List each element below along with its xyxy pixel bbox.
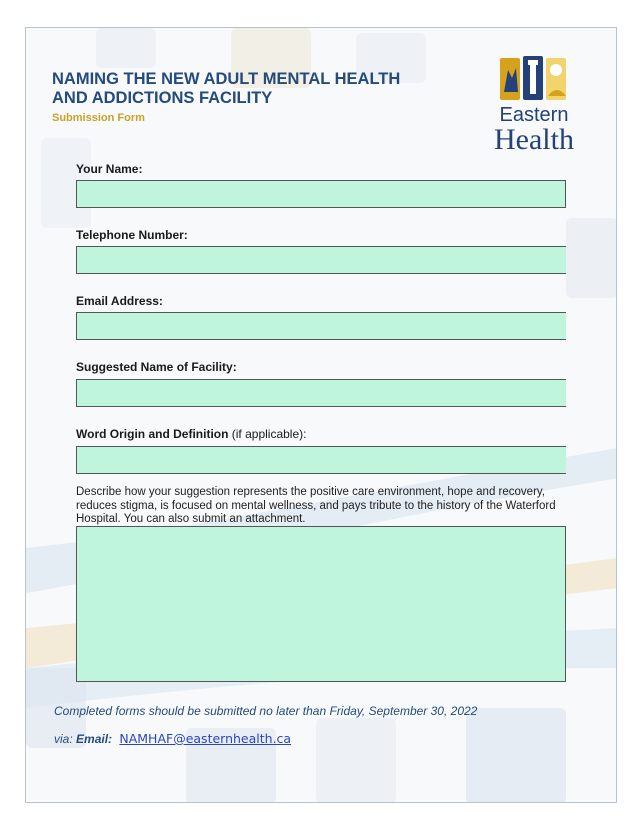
logo-health-text: Health: [494, 123, 574, 156]
telephone-input[interactable]: [76, 246, 566, 274]
description-prompt: Describe how your suggestion represents the positive care environment, hope and recovery, reduces stigma, is focused on mental wellness, and pays tribute to the history of the Waterford Hospital. You can also submit an attachment.: [76, 486, 556, 525]
word-origin-input[interactable]: [76, 446, 566, 474]
facility-name-input[interactable]: [76, 379, 566, 407]
form-page: [25, 27, 617, 803]
page-title: [52, 70, 400, 108]
word-origin-label: [76, 427, 306, 441]
facility-name-label: Suggested Name of Facility:: [76, 360, 237, 374]
subtitle: Submission Form: [52, 112, 145, 124]
email-address-label: Email Address:: [76, 294, 163, 308]
description-textarea[interactable]: [76, 526, 566, 682]
logo-eastern-text: Eastern: [499, 104, 569, 126]
your-name-input[interactable]: [76, 180, 566, 208]
word-origin-label-text: Word Origin and Definition: [76, 427, 229, 441]
via-email-label: Email:: [76, 732, 113, 746]
your-name-label: Your Name:: [76, 162, 143, 176]
title-line-1: NAMING THE NEW ADULT MENTAL HEALTH: [52, 70, 401, 88]
email-address-input[interactable]: [76, 312, 566, 340]
telephone-label: Telephone Number:: [76, 228, 188, 242]
word-origin-note: (if applicable):: [228, 427, 307, 441]
email-link[interactable]: NAMHAF@easternhealth.ca: [119, 731, 292, 746]
eastern-health-logo: [478, 52, 590, 156]
via-prefix: via:: [54, 732, 77, 746]
title-line-2: AND ADDICTIONS FACILITY: [52, 89, 273, 107]
via-line: [54, 731, 291, 746]
deadline-note: Completed forms should be submitted no later than Friday, September 30, 2022: [54, 704, 478, 718]
logo-mark-icon: [500, 52, 568, 104]
